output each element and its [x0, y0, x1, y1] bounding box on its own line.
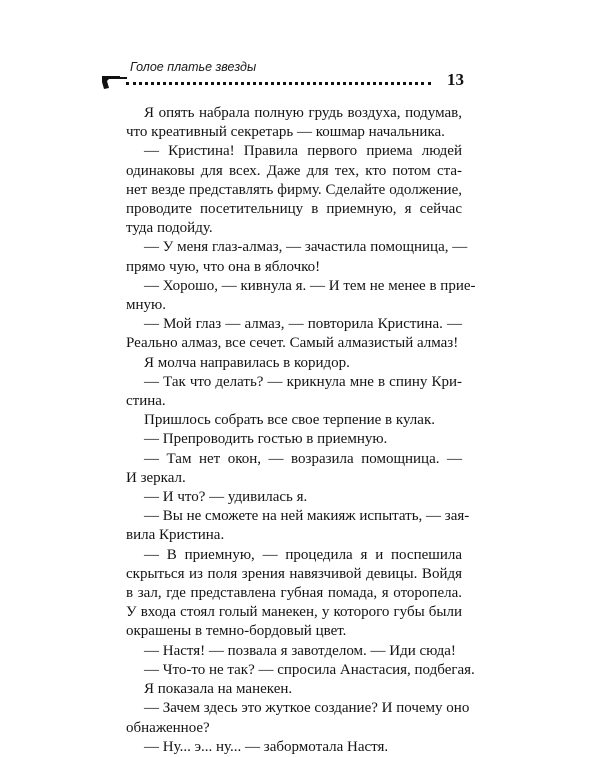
running-head	[100, 60, 464, 96]
text-line: — И что? — удивилась я.	[144, 489, 308, 506]
paragraph	[126, 680, 462, 699]
paragraph	[126, 238, 468, 276]
text-line: туда подойду.	[126, 220, 213, 237]
text-line: Я показала на манекен.	[144, 681, 293, 698]
paragraph	[126, 142, 462, 238]
text-line: одинаковы для всех. Даже для тех, кто потом ста-	[126, 162, 462, 179]
paragraph	[126, 507, 470, 545]
text-line: мную.	[126, 297, 166, 314]
paragraph	[126, 354, 462, 373]
text-line: — В приемную, — процедила я и поспешила	[144, 546, 462, 563]
text-line: — Вы не сможете на ней макияж испытать, — зая-	[144, 508, 470, 525]
paragraph	[126, 488, 462, 507]
text-line: нет везде представлять фирму. Сделайте одолжение,	[126, 181, 462, 198]
paragraph	[126, 738, 462, 757]
dotted-rule	[126, 82, 431, 85]
text-line: — Что-то не так? — спросила Анастасия, подбегая.	[144, 661, 475, 678]
text-line: И зеркал.	[126, 469, 186, 486]
text-line: — Ну... э... ну... — забормотала Настя.	[144, 738, 389, 755]
text-line: вила Кристина.	[126, 527, 225, 544]
text-line: — Там нет окон, — возразила помощница. —	[144, 450, 462, 467]
paragraph	[126, 450, 462, 488]
paragraph	[126, 699, 470, 737]
text-line: Пришлось собрать все свое терпение в кулак.	[144, 412, 435, 429]
text-line: Я опять набрала полную грудь воздуха, подумав,	[144, 105, 462, 121]
text-line: скрыться из поля зрения навязчивой девицы. Войдя	[126, 565, 462, 582]
text-line: — Хорошо, — кивнула я. — И тем не менее в прие-	[144, 277, 476, 294]
paragraph	[126, 104, 462, 142]
text-line: — Кристина! Правила первого приема людей	[144, 143, 462, 160]
paragraph	[126, 661, 475, 680]
text-line: — Мой глаз — алмаз, — повторила Кристина. —	[144, 316, 462, 333]
paragraph	[126, 277, 476, 315]
text-line: Реально алмаз, все сечет. Самый алмазистый алмаз!	[126, 335, 459, 352]
text-line: — Зачем здесь это жуткое создание? И почему оно	[144, 700, 470, 717]
paragraph	[126, 546, 462, 642]
text-line: окрашены в темно-бордовый цвет.	[126, 623, 347, 640]
book-title: Голое платье звезды	[130, 60, 257, 74]
text-line: У входа стоял голый манекен, у которого губы были	[126, 604, 462, 621]
paragraph	[126, 430, 462, 449]
text-line: — Препроводить гостью в приемную.	[144, 431, 388, 448]
paragraph	[126, 315, 462, 353]
text-line: — У меня глаз-алмаз, — зачастила помощница, —	[144, 239, 468, 256]
text-line: — Так что делать? — крикнула мне в спину Кри-	[144, 373, 462, 390]
paragraph	[126, 373, 462, 411]
text-line: — Настя! — позвала я завотделом. — Иди сюда!	[144, 642, 456, 659]
text-line: проводите посетительницу в приемную, я сейчас	[126, 201, 462, 218]
paragraph	[126, 642, 462, 661]
text-line: что креативный секретарь — кошмар начальника.	[126, 124, 445, 141]
paragraph	[126, 411, 462, 430]
text-line: стина.	[126, 393, 166, 410]
text-line: в зал, где представлена губная помада, я оторопела.	[126, 585, 462, 602]
body-text	[126, 104, 476, 757]
page-number: 13	[447, 70, 464, 89]
text-line: Я молча направилась в коридор.	[144, 354, 350, 371]
text-line: прямо чую, что она в яблочко!	[126, 258, 321, 275]
text-line: обнаженное?	[126, 719, 210, 736]
revolver-icon	[100, 73, 128, 91]
